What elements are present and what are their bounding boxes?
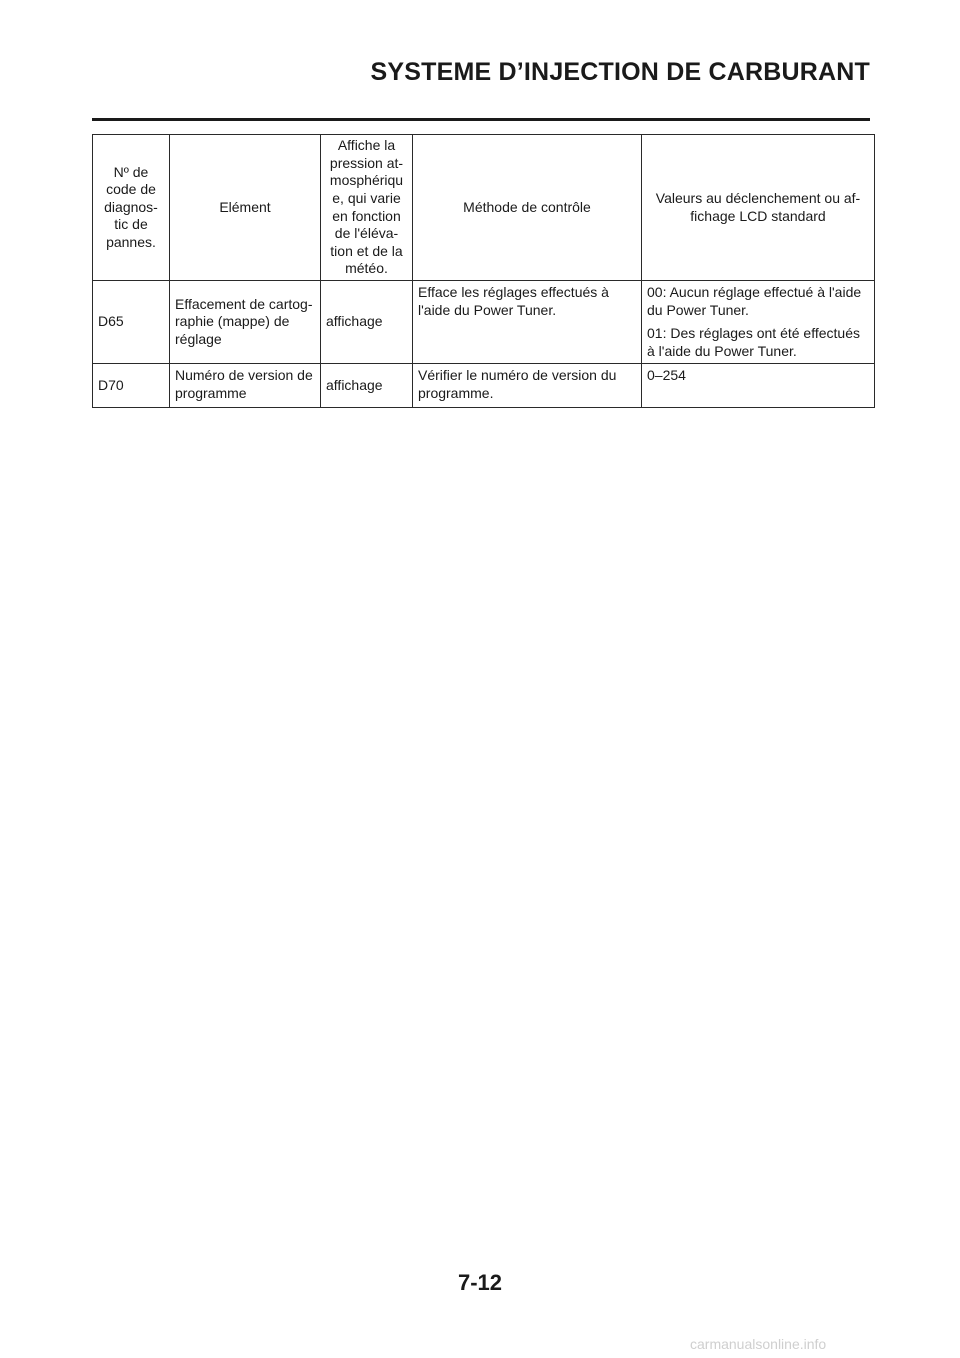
watermark: carmanualsonline.info xyxy=(690,1336,827,1352)
value-line: 01: Des réglages ont été effectués à l'aide du Power Tuner. xyxy=(647,325,860,359)
column-header-code xyxy=(93,135,170,281)
cell-values xyxy=(642,364,875,408)
cell-element: Numéro de version de programme xyxy=(170,364,321,408)
column-header-label: Valeurs au déclenchement ou af- fichage LCD standard xyxy=(655,189,861,224)
cell-method: Efface les réglages effectués à l'aide du Power Tuner. xyxy=(413,281,642,364)
column-header-label: Affiche la pression at- mosphériqu e, qui varie en fonction de l'éléva- tion et de la météo. xyxy=(329,137,404,277)
column-header-values xyxy=(642,135,875,281)
diagnostic-code-table xyxy=(92,134,875,408)
column-header-label: Méthode de contrôle xyxy=(463,198,591,215)
value-line: 0–254 xyxy=(647,367,686,384)
column-header-method xyxy=(413,135,642,281)
cell-display: affichage xyxy=(321,364,413,408)
cell-code: D70 xyxy=(93,364,170,408)
page-title: SYSTEME D’INJECTION DE CARBURANT xyxy=(370,58,870,86)
value-line: 00: Aucun réglage effectué à l'aide du Power Tuner. xyxy=(647,284,862,318)
cell-display: affichage xyxy=(321,281,413,364)
column-header-label: Elément xyxy=(219,198,271,215)
cell-values xyxy=(642,281,875,364)
column-header-label: Nº de code de diagnos- tic de pannes. xyxy=(104,163,158,250)
column-header-display xyxy=(321,135,413,281)
header-divider xyxy=(92,118,870,121)
table-header-row xyxy=(93,135,875,281)
cell-element: Effacement de cartog- raphie (mappe) de réglage xyxy=(170,281,321,364)
cell-code: D65 xyxy=(93,281,170,364)
table-row xyxy=(93,281,875,364)
table-row xyxy=(93,364,875,408)
cell-method: Vérifier le numéro de version du programme. xyxy=(413,364,642,408)
page-number: 7-12 xyxy=(457,1270,503,1295)
column-header-element xyxy=(170,135,321,281)
